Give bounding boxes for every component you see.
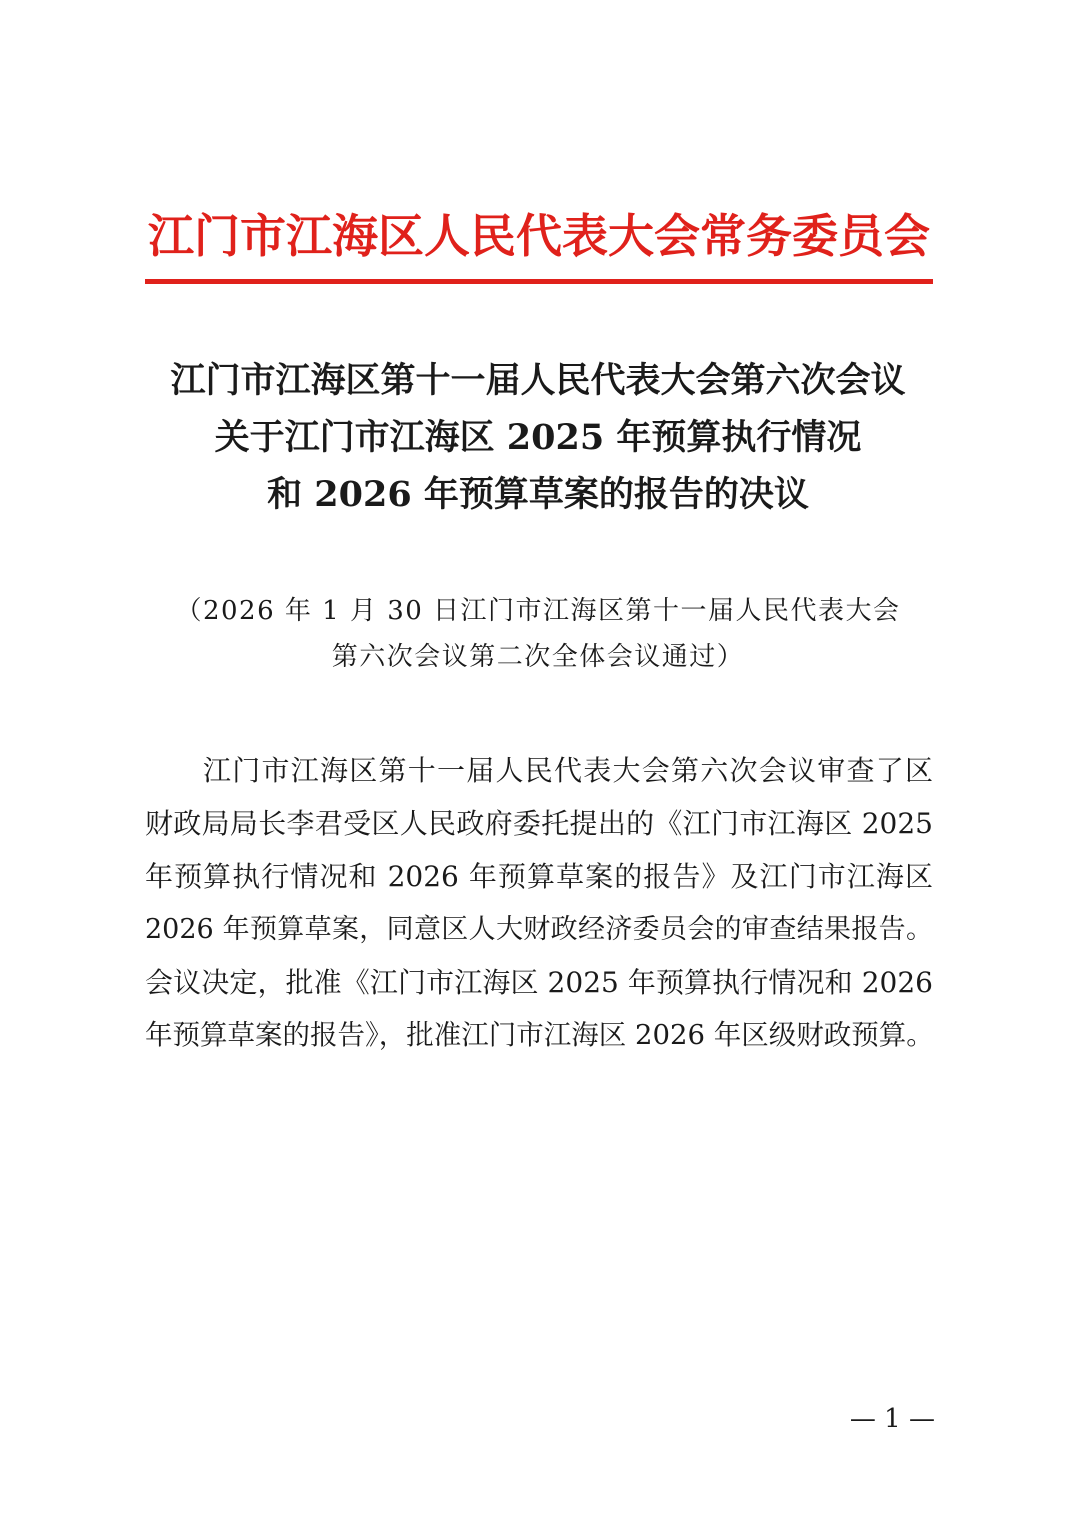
adoption-note-line-1: （2026 年 1 月 30 日江门市江海区第十一届人民代表大会 [175, 596, 901, 626]
adoption-note-line-2: 第六次会议第二次全体会议通过） [331, 642, 745, 672]
body-line-4: 2026 年预算草案，同意区人大财政经济委员会的审查结果报告。 [145, 914, 933, 945]
adoption-note [100, 588, 976, 680]
document-title-line-3: 和 2026 年预算草案的报告的决议 [267, 474, 809, 515]
document-title [100, 352, 976, 523]
red-header-rule [145, 279, 933, 284]
document-title-line-2: 关于江门市江海区 2025 年预算执行情况 [214, 417, 862, 458]
body-line-1: 江门市江海区第十一届人民代表大会第六次会议审查了区 [203, 754, 933, 787]
page-number: — 1 — [849, 1404, 935, 1434]
body-line-3: 年预算执行情况和 2026 年预算草案的报告》及江门市江海区 [145, 860, 933, 893]
body-line-6: 年预算草案的报告》，批准江门市江海区 2026 年区级财政预算。 [145, 1019, 934, 1051]
body-line-2: 财政局局长李君受区人民政府委托提出的《江门市江海区 2025 [145, 807, 933, 840]
issuing-organization-header: 江门市江海区人民代表大会常务委员会 [148, 209, 930, 263]
body-line-5: 会议决定，批准《江门市江海区 2025 年预算执行情况和 2026 [145, 966, 933, 999]
resolution-body [145, 744, 933, 1062]
document-title-line-1: 江门市江海区第十一届人民代表大会第六次会议 [170, 360, 906, 401]
